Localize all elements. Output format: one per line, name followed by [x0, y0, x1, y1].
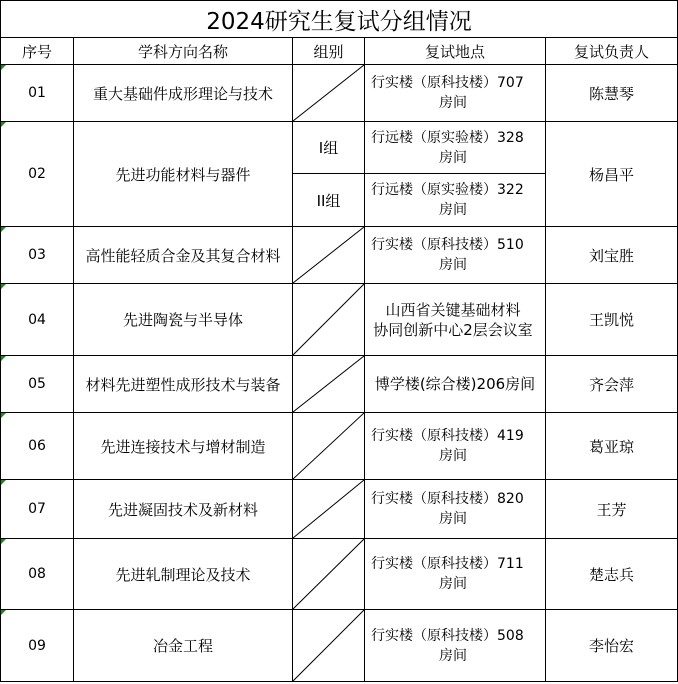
cell-number[interactable]: [1, 539, 74, 610]
table-title[interactable]: 2024研究生复试分组情况: [1, 1, 678, 38]
number-text: 04: [28, 311, 46, 328]
cell-location[interactable]: [365, 174, 546, 227]
number-text: 02: [28, 166, 46, 182]
cell-discipline[interactable]: 先进陶瓷与半导体: [74, 284, 293, 356]
comment-marker-icon: [1, 539, 6, 544]
comment-marker-icon: [1, 480, 6, 485]
location-line-2: 房间: [439, 95, 467, 111]
comment-marker-icon: [1, 356, 6, 361]
cell-number[interactable]: [1, 356, 74, 413]
cell-number[interactable]: [1, 413, 74, 480]
table-row: [1, 122, 678, 174]
location-line-1: 行实楼（原科技楼）707: [371, 75, 524, 91]
cell-person[interactable]: 杨昌平: [546, 122, 678, 227]
comment-marker-icon: [1, 413, 6, 418]
location-line-2: 房间: [439, 202, 467, 218]
header-cell-location[interactable]: 复试地点: [365, 38, 546, 65]
diagonal-slash-icon: [293, 480, 364, 538]
location-line-2: 房间: [439, 576, 467, 592]
location-line-2: 房间: [439, 511, 467, 527]
number-text: 08: [28, 566, 46, 582]
cell-number[interactable]: [1, 65, 74, 122]
diagonal-slash-icon: [293, 610, 364, 681]
table-row: [1, 356, 678, 413]
cell-discipline[interactable]: 先进凝固技术及新材料: [74, 480, 293, 539]
location-line-1: 山西省关键基础材料: [385, 300, 521, 319]
cell-group-empty[interactable]: [293, 539, 365, 610]
diagonal-slash-icon: [293, 65, 364, 121]
cell-person[interactable]: 王凯悦: [546, 284, 678, 356]
cell-person[interactable]: 楚志兵: [546, 539, 678, 610]
number-text: 05: [28, 376, 46, 392]
diagonal-slash-icon: [293, 227, 364, 283]
comment-marker-icon: [1, 227, 6, 232]
comment-marker-icon: [1, 284, 6, 289]
location-line-2: 房间: [439, 647, 467, 664]
location-line-1: 行远楼（原实验楼）328: [371, 129, 524, 146]
location-line-2: 房间: [439, 257, 467, 273]
cell-group-empty[interactable]: [293, 480, 365, 539]
comment-marker-icon: [1, 122, 6, 127]
cell-group[interactable]: I组: [293, 122, 365, 174]
diagonal-slash-icon: [293, 356, 364, 412]
location-line-1: 行实楼（原科技楼）711: [371, 556, 524, 572]
comment-marker-icon: [1, 65, 6, 70]
cell-discipline[interactable]: 先进轧制理论及技术: [74, 539, 293, 610]
cell-location[interactable]: [365, 284, 546, 356]
header-cell-person[interactable]: 复试负责人: [546, 38, 678, 65]
cell-number[interactable]: [1, 122, 74, 227]
diagonal-slash-icon: [293, 284, 364, 355]
location-line-1: 行远楼（原实验楼）322: [371, 182, 524, 198]
location-line-1: 行实楼（原科技楼）820: [371, 491, 524, 507]
cell-group-empty[interactable]: [293, 284, 365, 356]
location-line-2: 协同创新中心2层会议室: [373, 320, 533, 339]
cell-location[interactable]: [365, 413, 546, 480]
cell-group-empty[interactable]: [293, 610, 365, 682]
location-line-1: 行实楼（原科技楼）508: [371, 627, 524, 644]
cell-person[interactable]: 陈慧琴: [546, 65, 678, 122]
diagonal-slash-icon: [293, 413, 364, 479]
cell-person[interactable]: 李怡宏: [546, 610, 678, 682]
cell-person[interactable]: 王芳: [546, 480, 678, 539]
table-row: [1, 227, 678, 284]
number-text: 07: [28, 501, 46, 517]
cell-location[interactable]: [365, 227, 546, 284]
cell-group-empty[interactable]: [293, 65, 365, 122]
comment-marker-icon: [1, 610, 6, 615]
cell-group-empty[interactable]: [293, 356, 365, 413]
number-text: 01: [28, 85, 46, 101]
table-row: [1, 610, 678, 682]
header-cell-discipline[interactable]: 学科方向名称: [74, 38, 293, 65]
cell-location[interactable]: 博学楼(综合楼)206房间: [365, 356, 546, 413]
table-row: [1, 480, 678, 539]
header-cell-number[interactable]: 序号: [1, 38, 74, 65]
cell-group[interactable]: II组: [293, 174, 365, 227]
number-text: 06: [28, 438, 46, 454]
cell-person[interactable]: 刘宝胜: [546, 227, 678, 284]
cell-location[interactable]: [365, 539, 546, 610]
cell-person[interactable]: 齐会萍: [546, 356, 678, 413]
table-row: [1, 65, 678, 122]
cell-discipline[interactable]: 材料先进塑性成形技术与装备: [74, 356, 293, 413]
cell-number[interactable]: [1, 610, 74, 682]
table-row: [1, 284, 678, 356]
number-text: 03: [28, 247, 46, 263]
number-text: 09: [28, 637, 46, 654]
cell-discipline[interactable]: 重大基础件成形理论与技术: [74, 65, 293, 122]
cell-number[interactable]: [1, 284, 74, 356]
diagonal-slash-icon: [293, 539, 364, 609]
cell-person[interactable]: 葛亚琼: [546, 413, 678, 480]
cell-discipline[interactable]: 高性能轻质合金及其复合材料: [74, 227, 293, 284]
location-line-2: 房间: [439, 149, 467, 166]
location-line-2: 房间: [439, 448, 467, 464]
cell-location[interactable]: [365, 610, 546, 682]
cell-number[interactable]: [1, 227, 74, 284]
table-row: [1, 413, 678, 480]
header-row: [1, 38, 678, 65]
cell-location[interactable]: [365, 65, 546, 122]
cell-discipline[interactable]: 冶金工程: [74, 610, 293, 682]
cell-discipline[interactable]: 先进连接技术与增材制造: [74, 413, 293, 480]
location-line-1: 行实楼（原科技楼）510: [371, 237, 524, 253]
table-row: [1, 539, 678, 610]
cell-location[interactable]: [365, 480, 546, 539]
cell-location[interactable]: [365, 122, 546, 174]
cell-number[interactable]: [1, 480, 74, 539]
cell-group-empty[interactable]: [293, 413, 365, 480]
cell-discipline[interactable]: 先进功能材料与器件: [74, 122, 293, 227]
cell-group-empty[interactable]: [293, 227, 365, 284]
header-cell-group[interactable]: 组别: [293, 38, 365, 65]
location-line-1: 行实楼（原科技楼）419: [371, 428, 524, 444]
